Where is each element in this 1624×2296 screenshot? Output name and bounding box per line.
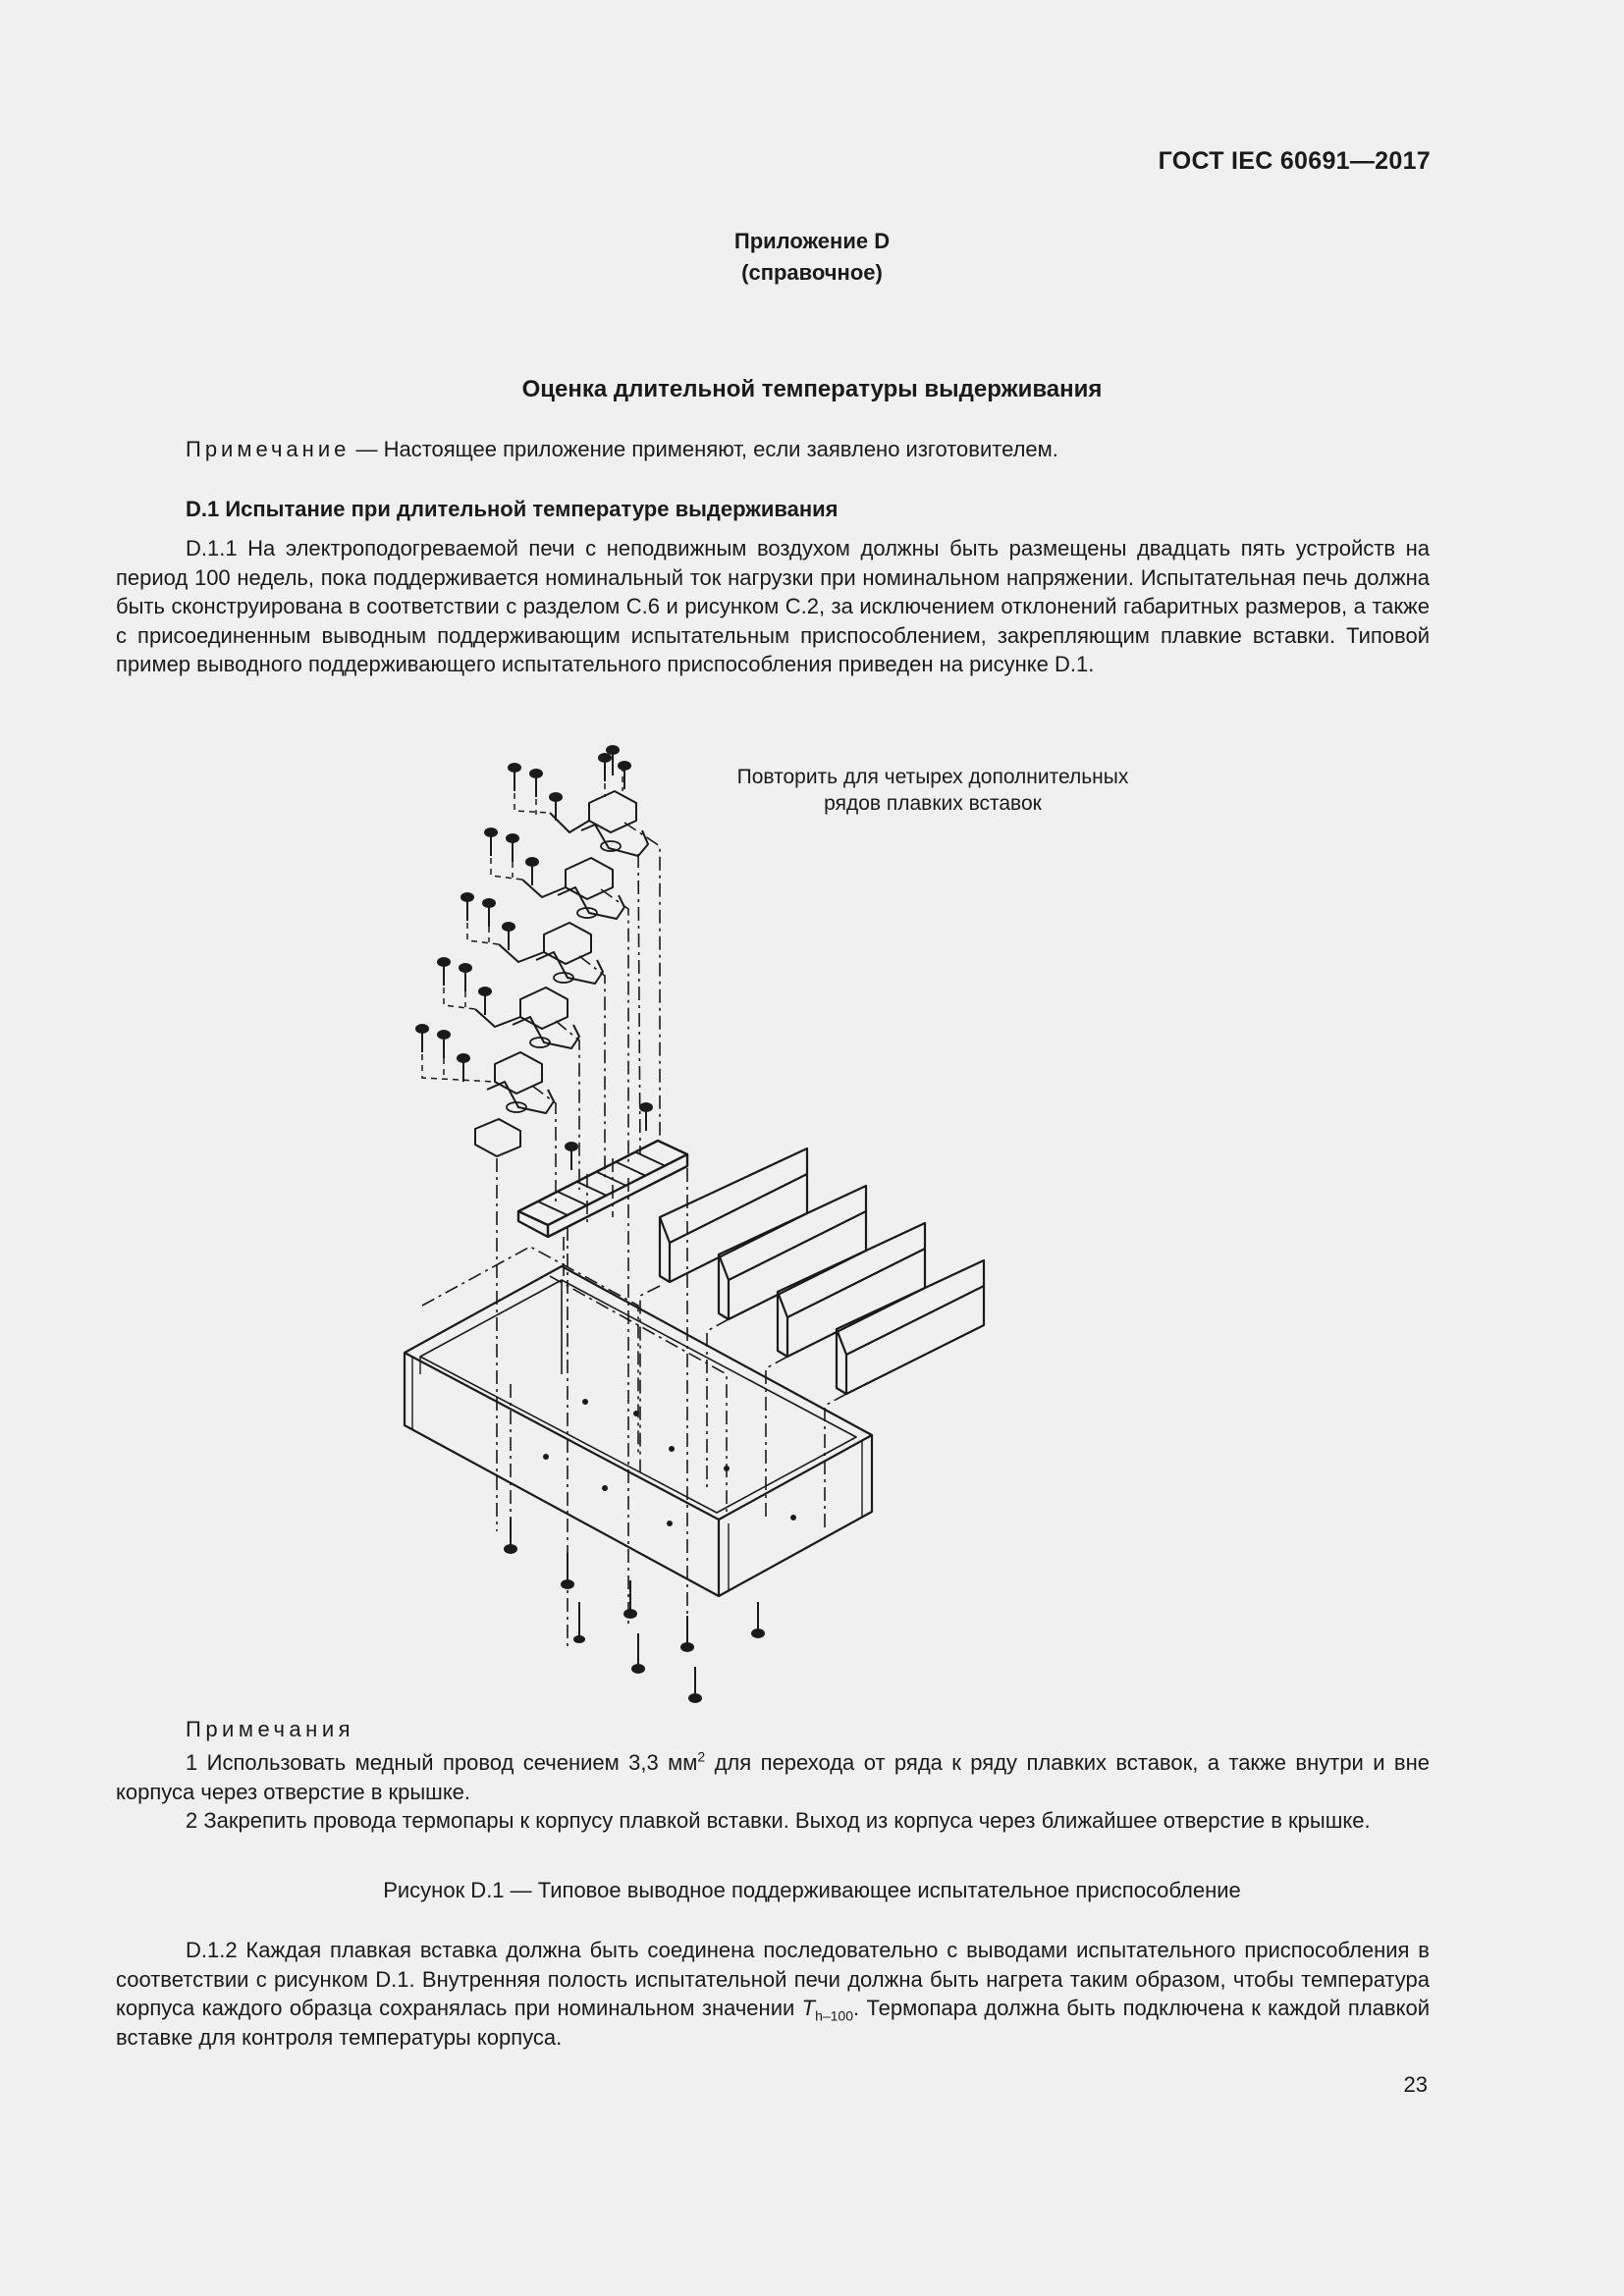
fuse-row-3 xyxy=(499,923,603,984)
appendix-label: Приложение D xyxy=(733,229,891,253)
intro-note-label: Примечание xyxy=(186,437,351,461)
figure-callout-line2: рядов плавких вставок xyxy=(824,792,1042,815)
note-1-text-b: для перехода от ряда к ряду плавких вставок, а также внутри и вне корпуса через отверстие в крышке. xyxy=(116,1750,1430,1804)
notes-heading: Примечания xyxy=(186,1717,355,1741)
page-title: Оценка длительной температуры выдерживания xyxy=(521,376,1103,402)
screw-group-top xyxy=(416,746,652,1170)
appendix-kind: (справочное) xyxy=(741,260,883,285)
temperature-subscript: h–100 xyxy=(815,2007,853,2024)
oven-front-left xyxy=(405,1353,719,1596)
lid-panel-4 xyxy=(837,1260,984,1394)
paragraph-d12 xyxy=(116,1936,1430,2052)
section-heading: D.1 Испытание при длительной температуре выдерживания xyxy=(186,497,839,521)
fuse-row-2 xyxy=(522,858,624,919)
note-1 xyxy=(116,1748,1430,1806)
fuse-row-1 xyxy=(550,791,648,856)
oven-rim xyxy=(405,1266,872,1520)
paragraph-d12-text-b: . Термопара должна быть подключена к каждой плавкой вставке для контроля температуры корпуса. xyxy=(116,1996,1430,2050)
fuse-row-5 xyxy=(475,1052,554,1156)
note-2: 2 Закрепить провода термопары к корпусу плавкой вставки. Выход из корпуса через ближайшее отверстие в крышке. xyxy=(186,1808,1371,1833)
temperature-symbol: T xyxy=(801,1996,816,2020)
lid-panel-2 xyxy=(719,1186,866,1319)
intro-note xyxy=(186,435,1433,464)
lid-panel-3 xyxy=(778,1223,925,1357)
page-number: 23 xyxy=(1403,2072,1428,2097)
standard-header: ГОСТ IEC 60691—2017 xyxy=(1158,147,1431,175)
fuse-row-4 xyxy=(475,988,579,1048)
figure-callout-line1: Повторить для четырех дополнительных xyxy=(736,766,1129,788)
screw-group-bottom xyxy=(505,1518,764,1702)
intro-note-text: — Настоящее приложение применяют, если заявлено изготовителем. xyxy=(350,437,1058,461)
paragraph-d11: D.1.1 На электроподогреваемой печи с неподвижным воздухом должны быть размещены двадцать пять устройств на период 100 недель, пока поддерживается номинальный ток нагрузки при номинальном напряжении. Испытательная печь должна быть сконструирована в соответствии с разделом С.6 и рисунком С.2, за исключением отклонений габаритных размеров, а также с присоединенным выводным поддерживающим испытательным приспособлением, закрепляющим плавкие вставки. Типовой пример выводного поддерживающего испытательного приспособления приведен на рисунке D.1. xyxy=(116,536,1430,676)
paragraph-d12-text-a: D.1.2 Каждая плавкая вставка должна быть соединена последовательно с выводами испытательного приспособления в соответствии с рисунком D.1. Внутренняя полость испытательной печи должна быть нагрета таким образом, чтобы температура корпуса каждого образца сохранялась при номинальном значении xyxy=(116,1938,1430,2020)
note-1-text-a: 1 Использовать медный провод сечением 3,3 мм xyxy=(186,1750,698,1775)
note-1-superscript: 2 xyxy=(697,1748,706,1765)
figure-d1-drawing xyxy=(393,741,1139,1713)
figure-title: Рисунок D.1 — Типовое выводное поддерживающее испытательное приспособление xyxy=(383,1878,1241,1902)
